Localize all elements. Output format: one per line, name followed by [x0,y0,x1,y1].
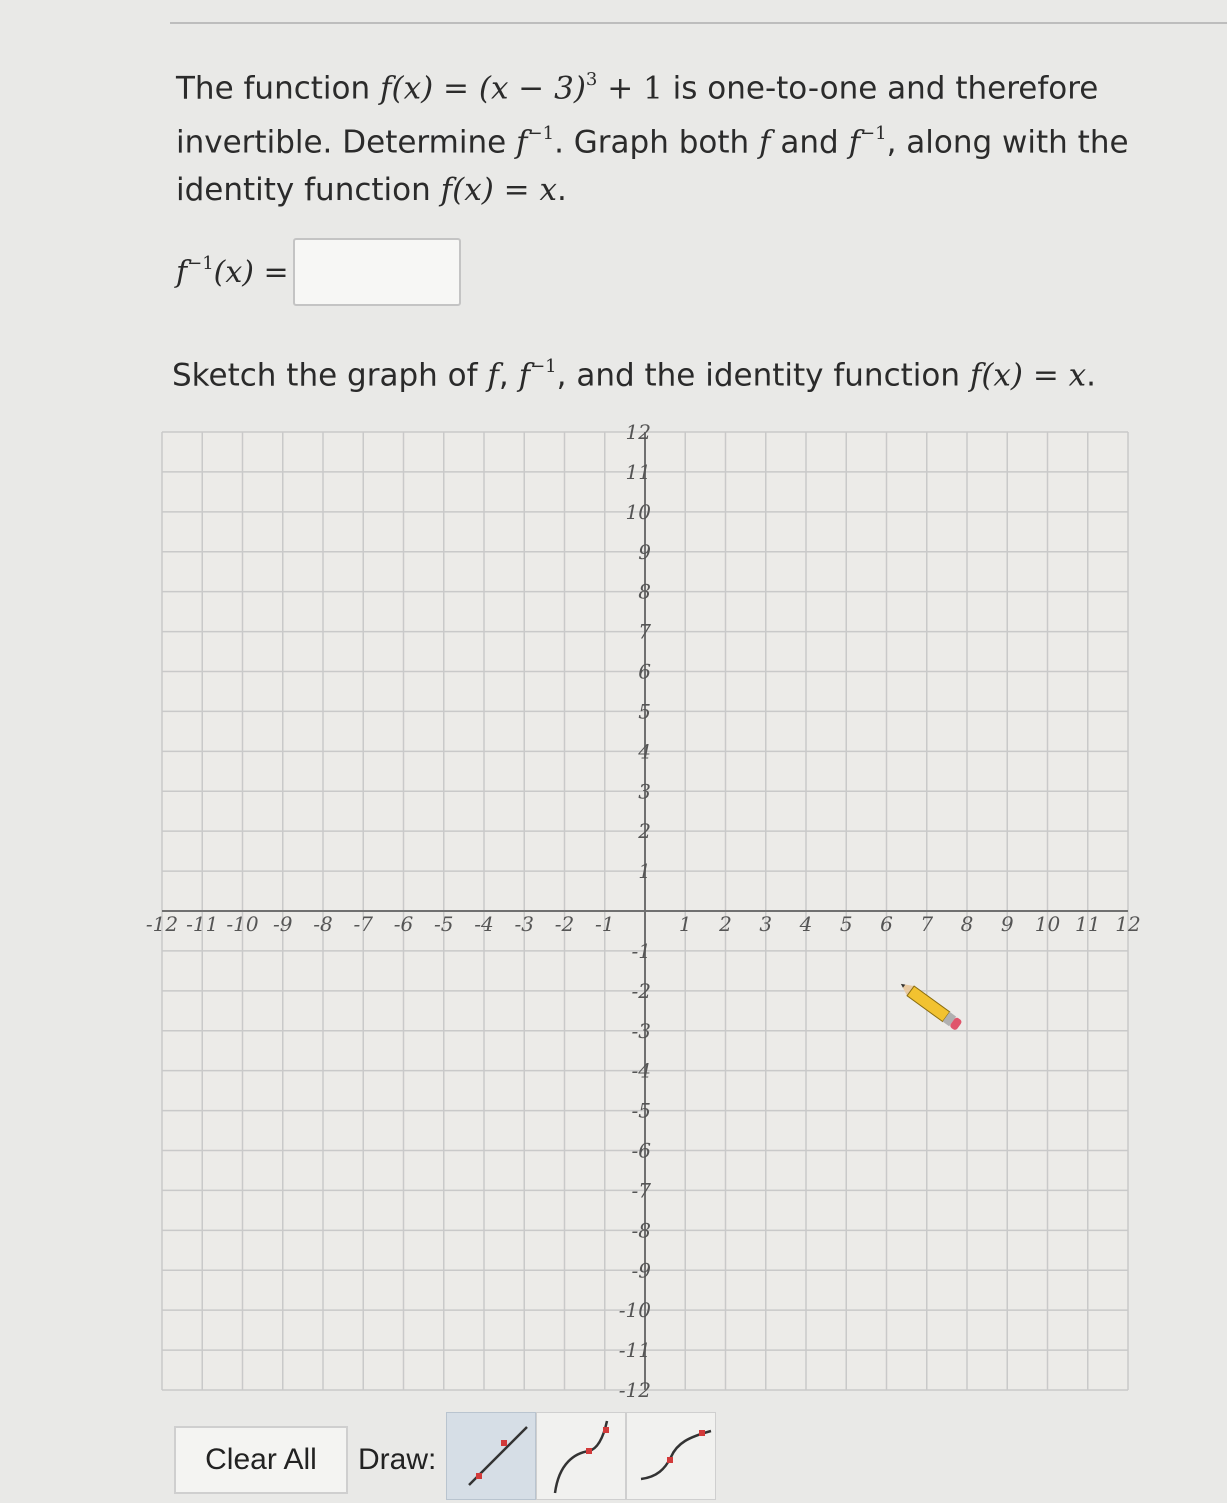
x-tick-label: 11 [1075,912,1101,936]
x-tick-label: 4 [799,912,813,936]
problem-statement: The function $f(x) = (x - 3)^3 + 1$ is one-to-one and therefore invertible. Determine $f^{-1}$. Graph both f and $f^{-1}$, along with the identity function f(x) = x. [176,69,1129,208]
x-tick-label: -5 [434,912,454,936]
x-tick-label: -7 [353,912,373,936]
y-tick-label: 3 [638,779,651,804]
x-tick-label: 10 [1034,912,1061,936]
line-tool-icon [447,1413,535,1499]
y-tick-label: -9 [631,1258,651,1283]
cube-root-tool-icon [537,1413,625,1499]
y-tick-label: 6 [638,659,651,684]
draw-label: Draw: [358,1443,437,1476]
y-tick-label: -3 [631,1018,651,1043]
clear-all-button[interactable]: Clear All [174,1426,348,1494]
y-tick-label: -1 [631,938,651,963]
x-tick-label: 6 [880,912,893,936]
x-tick-label: 3 [759,912,773,936]
x-tick-label: -1 [595,912,615,936]
x-tick-label: -10 [226,912,259,936]
cubic-tool-button[interactable] [626,1412,716,1500]
x-tick-label: -11 [186,912,219,936]
x-tick-label: 9 [1000,912,1014,936]
y-tick-label: -2 [631,978,651,1003]
x-tick-label: -8 [313,912,333,936]
y-tick-label: -11 [618,1338,651,1363]
answer-label: $f^{-1}(x)$ = [176,252,289,290]
x-tick-label: 8 [960,912,974,936]
y-tick-label: -6 [631,1138,651,1163]
sketch-instruction: Sketch the graph of f, $f^{-1}$, and the identity function f(x) = x. [172,356,1097,394]
y-tick-label: 7 [638,619,651,644]
y-tick-label: 9 [638,539,651,564]
y-tick-label: 5 [638,699,651,724]
x-tick-label: 2 [719,912,732,936]
cube-root-tool-button[interactable] [536,1412,626,1500]
y-tick-label: -8 [631,1218,651,1243]
x-tick-label: 12 [1115,912,1141,936]
draw-toolbar [174,1412,716,1500]
line-tool-button[interactable] [446,1412,536,1500]
y-tick-label: -12 [618,1378,651,1402]
x-tick-label: -4 [474,912,494,936]
y-tick-label: -10 [618,1298,651,1323]
x-tick-label: -12 [145,912,179,936]
y-tick-label: -5 [631,1098,651,1123]
y-tick-label: 12 [625,420,651,444]
y-tick-label: -4 [631,1058,651,1083]
y-tick-label: 8 [638,579,651,604]
x-tick-label: 7 [920,912,934,936]
x-tick-label: -3 [514,912,534,936]
y-tick-label: 1 [638,859,651,884]
x-tick-label: 5 [839,912,853,936]
y-tick-label: 4 [638,739,651,764]
pencil-icon [890,975,970,1035]
y-tick-label: 10 [625,499,651,524]
cubic-tool-icon [627,1413,715,1499]
x-tick-label: -6 [393,912,414,936]
y-tick-label: 11 [625,459,651,484]
x-tick-label: -9 [273,912,293,936]
y-tick-label: -7 [631,1178,651,1203]
x-tick-label: -2 [554,912,575,936]
x-tick-label: 1 [678,912,692,936]
y-tick-label: 2 [638,819,651,844]
